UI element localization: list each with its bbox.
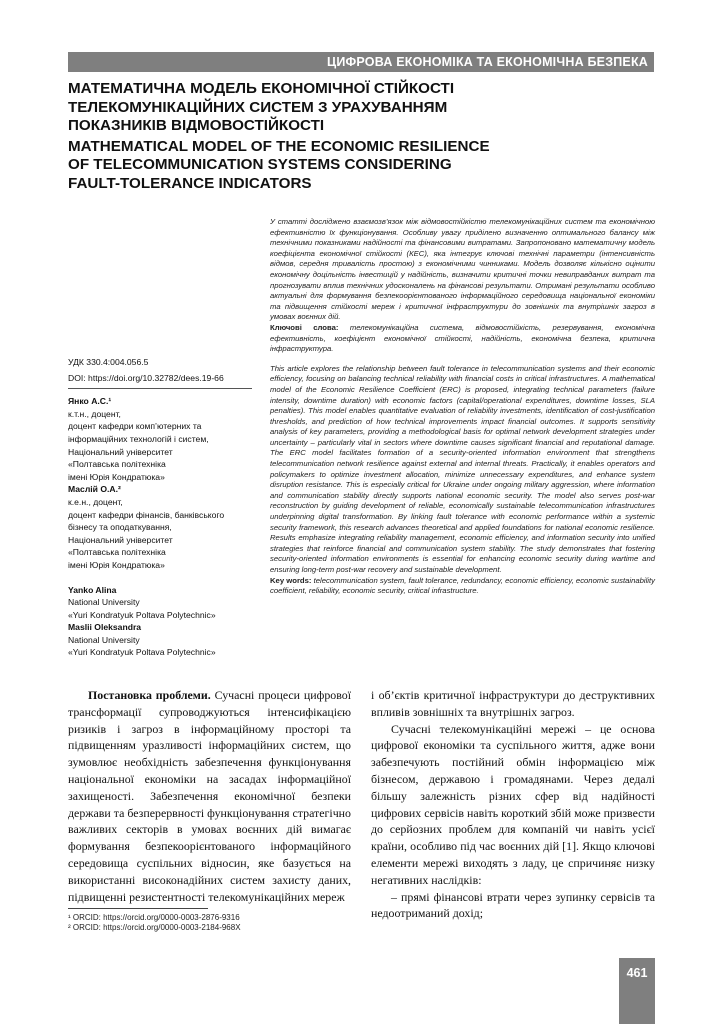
- article-titles: [68, 80, 628, 193]
- title-en-line1: MATHEMATICAL MODEL OF THE ECONOMIC RESILIENCE: [68, 137, 490, 155]
- affiliation-line: «Yuri Kondratyuk Poltava Polytechnic»: [68, 647, 216, 658]
- keywords-label-ua: Ключові слова:: [270, 322, 339, 332]
- affiliation-line: «Полтавська політехніка: [68, 547, 166, 558]
- affiliation-line: к.т.н., доцент,: [68, 408, 121, 419]
- footnote-divider: [68, 908, 208, 909]
- footnote-1[interactable]: ¹ ORCID: https://orcid.org/0000-0003-2876-9316: [68, 913, 240, 922]
- abstract-block: [270, 217, 655, 597]
- footnotes: [68, 908, 368, 934]
- affiliation-line: «Полтавська політехніка: [68, 459, 166, 470]
- title-en-line2: OF TELECOMMUNICATION SYSTEMS CONSIDERING: [68, 156, 452, 173]
- keywords-ua: телекомунікаційна система, відмовостійкість, резервування, економічна ефективність, коефіцієнт економічної стійкості, надійність, економічна безпека, критична інфраструктура.: [270, 322, 656, 354]
- body-paragraph: – прямі фінансові втрати через зупинку сервісів та недоотриманий дохід;: [371, 889, 655, 921]
- page-number: 461: [619, 958, 655, 1024]
- affiliation-line: доцент кафедри комп’ютерних та: [68, 421, 202, 432]
- affiliation-line: к.е.н., доцент,: [68, 496, 123, 507]
- author-ua-2: [68, 483, 258, 571]
- affiliation-line: бізнесу та оподаткування,: [68, 522, 172, 533]
- body-column-right: [371, 687, 655, 922]
- udc: УДК 330.4:004.056.5: [68, 357, 149, 367]
- body-paragraph: Сучасні телекомунікаційні мережі – це основа цифрової економіки та суспільного життя, адже вони забезпечують постійний обмін інформацією між бізнесом, державою і громадянами. Через дедалі більшу залежність різних сфер від надійності цифрових сервісів навіть короткий збій може призвести до серйозних проблем для компаній чи навіть усієї країни, особливо під час воєнних дій [1]. Якщо ключові елементи мережі виходять з ладу, це спричиняє низку негативних наслідків:: [371, 721, 655, 887]
- title-ua-line1: МАТЕМАТИЧНА МОДЕЛЬ ЕКОНОМІЧНОЇ СТІЙКОСТІ: [68, 80, 455, 97]
- article-meta: [68, 356, 258, 659]
- footnote-2[interactable]: ² ORCID: https://orcid.org/0000-0003-2184-968X: [68, 923, 241, 933]
- section-lead: Постановка проблеми.: [88, 688, 211, 702]
- affiliation-line: National University: [68, 597, 140, 608]
- affiliation-line: «Yuri Kondratyuk Poltava Polytechnic»: [68, 609, 216, 620]
- author-ua-1: [68, 395, 258, 483]
- section-header: ЦИФРОВА ЕКОНОМІКА ТА ЕКОНОМІЧНА БЕЗПЕКА: [68, 52, 654, 72]
- body-paragraph: Сучасні процеси цифрової трансформації супроводжуються інтенсифікацією ризиків і загроз в інформаційному просторі та підвищенням уразливості інформаційних систем, що зумовлює необхідність забезпечення функціонування національної економіки на засадах інформаційної захищеності. Забезпечення економічної безпеки держави та безперервності функціонування стратегічно важливих секторів в умовах воєнних дій вимагає формування безпекоорієнтованого інформаційного середовища суспільних відносин, яке базується на використанні високонадійних систем захисту даних, підвищенні резистентності телекомунікаційних мереж: [68, 688, 351, 904]
- affiliation-line: Національний університет: [68, 534, 173, 545]
- affiliation-line: імені Юрія Кондратюка»: [68, 471, 165, 482]
- body-column-left: [68, 687, 351, 905]
- abstract-ua: [270, 217, 655, 355]
- affiliation-line: Національний університет: [68, 446, 173, 457]
- affiliation-line: інформаційних технологій і систем,: [68, 433, 209, 444]
- doi-link[interactable]: DOI: https://doi.org/10.32782/dees.19-66: [68, 372, 224, 383]
- keywords-en: telecommunication system, fault tolerance, redundancy, economic efficiency, economic sustainability coefficient, reliability, economic security, critical infrastructure.: [270, 575, 655, 596]
- body-paragraph: і об’єктів критичної інфраструктури до деструктивних впливів зовнішніх та внутрішніх загроз.: [371, 688, 655, 719]
- abstract-en-text: This article explores the relationship between fault tolerance in telecommunication systems and their economic efficiency, focusing on balancing technical reliability with financial costs in critical infrastructures. A mathematical model of the Economic Resilience Coefficient (ERC) is proposed, integrating technical parameters (failure intensity, downtime duration) with economic factors (capital/operational expenditures, downtime losses, SLA penalties). This model enables quantitative evaluation of reliability investments, identification of cost-justification thresholds, and prediction of how technical improvements impact financial outcomes. It supports sensitivity analysis of key parameters, providing a methodological basis for optimal network development strategies under uncertainty – particularly vital in sectors where downtime causes significant financial and reputational damage. The ERC model facilitates formation of a security-oriented information environment that strengthens telecommunication network resilience against external and internal threats. Practically, it enables operators and policymakers to optimize investment allocation, minimize unnecessary expenditures, and enhance system disruption resistance. This is especially critical for Ukraine under ongoing military aggression, where information and communication stability directly supports national economic security. The model also serves post-war reconstruction by guiding development of reliable, economically sustainable telecommunication infrastructures underpinning digital transformation. By linking fault tolerance with economic performance within a systemic security framework, this research advances theoretical and applied foundations for national economic resilience. Results emphasize integrating reliability management, economic efficiency, and information security into unified strategies that reinforce financial and communication system stability. The study demonstrates that fostering security-oriented information environments is essential for enhancing economic security during wartime and ensuring long-term post-war recovery and sustainable development.: [270, 363, 655, 574]
- author-en-1: [68, 584, 258, 622]
- title-ua-line3: ПОКАЗНИКІВ ВІДМОВОСТІЙКОСТІ: [68, 117, 325, 134]
- title-ua: [68, 80, 628, 136]
- abstract-en: [270, 364, 655, 597]
- title-en-line3: FAULT-TOLERANCE INDICATORS: [68, 174, 312, 192]
- keywords-label-en: Key words:: [270, 575, 312, 585]
- abstract-ua-text: У статті досліджено взаємозв’язок між відмовостійкістю телекомунікаційних систем та економічною ефективністю їх функціонування. Особливу увагу приділено визначенню оптимального балансу між технічними показниками надійності та фінансовими витратами. Запропоновано математичну модель коефіцієнта економічної стійкості (КЕС), яка інтегрує ключові технічні параметри (інтенсивність відмов, середня тривалість простою) з економічними чинниками. Модель дозволяє кількісно оцінити економічну доцільність інвестицій у надійність, визначити критичні точки невиправданих витрат та прогнозувати вплив технічних удосконалень на фінансові результати. Отримані результати особливо актуальні для формування безпекоорієнтованого інформаційного середовища національної економіки та підвищення стійкості мереж і критичної інфраструктури до зовнішніх та внутрішніх загроз в умовах воєнних дій.: [270, 217, 655, 322]
- affiliation-line: National University: [68, 634, 140, 645]
- title-en: [68, 138, 628, 194]
- author-name: Maslii Oleksandra: [68, 622, 142, 633]
- author-name: Янко А.С.¹: [68, 396, 112, 407]
- author-name: Маслій О.А.²: [68, 484, 121, 495]
- meta-divider: [68, 388, 252, 389]
- author-en-2: [68, 621, 258, 659]
- affiliation-line: доцент кафедри фінансів, банківського: [68, 509, 225, 520]
- author-name: Yanko Alina: [68, 584, 117, 595]
- title-ua-line2: ТЕЛЕКОМУНІКАЦІЙНИХ СИСТЕМ З УРАХУВАННЯМ: [68, 98, 448, 116]
- affiliation-line: імені Юрія Кондратюка»: [68, 559, 165, 570]
